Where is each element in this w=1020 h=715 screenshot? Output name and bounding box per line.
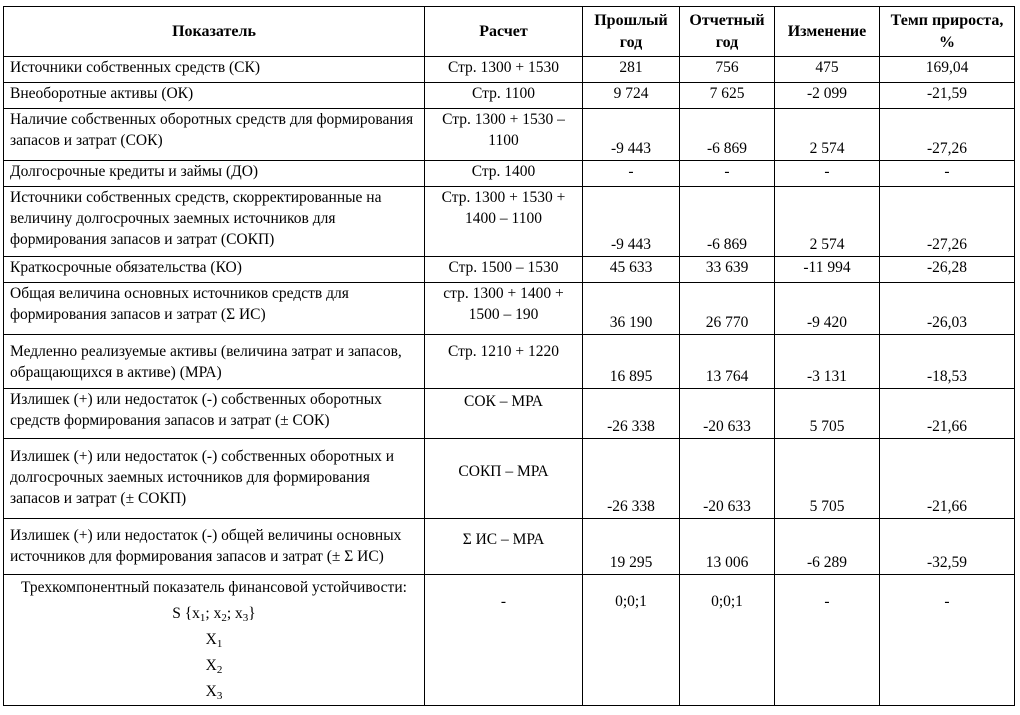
row-curr: -20 633	[680, 439, 775, 519]
header-indicator: Показатель	[4, 7, 425, 57]
row-prev: 16 895	[583, 335, 680, 389]
row-curr: 7 625	[680, 83, 775, 109]
row-change: 5 705	[775, 439, 880, 519]
row-change: -9 420	[775, 283, 880, 335]
row-name: Излишек (+) или недостаток (-) собственных оборотных и долгосрочных заемных источников для формирования запасов и затрат (± СОКП)	[4, 439, 425, 519]
financial-stability-table	[3, 6, 1015, 706]
row-name: Медленно реализуемые активы (величина затрат и запасов, обращающихся в активе) (МРА)	[4, 335, 425, 389]
three-component-title: Трехкомпонентный показатель финансовой устойчивости:	[21, 579, 407, 596]
row-calc: СОК – МРА	[425, 389, 583, 439]
row-curr: 13 764	[680, 335, 775, 389]
table-row	[4, 257, 1015, 283]
row-growth: -27,26	[880, 109, 1015, 161]
row-prev: 19 295	[583, 519, 680, 575]
row-change: -3 131	[775, 335, 880, 389]
row-change: -	[775, 161, 880, 187]
row-prev: -26 338	[583, 439, 680, 519]
three-component-indicator	[4, 575, 425, 706]
row-change: -	[775, 575, 880, 706]
table-row-three-component	[4, 575, 1015, 706]
row-growth: -21,66	[880, 439, 1015, 519]
row-change: -2 099	[775, 83, 880, 109]
table-row	[4, 83, 1015, 109]
row-prev: -26 338	[583, 389, 680, 439]
row-calc: -	[425, 575, 583, 706]
row-name: Долгосрочные кредиты и займы (ДО)	[4, 161, 425, 187]
row-change: -6 289	[775, 519, 880, 575]
row-calc: СОКП – МРА	[425, 439, 583, 519]
row-name: Источники собственных средств (СК)	[4, 57, 425, 83]
component-x3: $X_3$	[205, 683, 223, 702]
header-row	[4, 7, 1015, 57]
row-growth: -21,66	[880, 389, 1015, 439]
row-calc: Стр. 1500 – 1530	[425, 257, 583, 283]
row-growth: 169,04	[880, 57, 1015, 83]
component-x2: $X_2$	[205, 657, 223, 676]
row-calc: Стр. 1300 + 1530 + 1400 – 1100	[425, 187, 583, 257]
row-prev: 9 724	[583, 83, 680, 109]
row-change: 475	[775, 57, 880, 83]
row-growth: -	[880, 575, 1015, 706]
header-change: Изменение	[775, 7, 880, 57]
row-calc: Стр. 1300 + 1530 – 1100	[425, 109, 583, 161]
row-prev: 45 633	[583, 257, 680, 283]
row-name: Наличие собственных оборотных средств для формирования запасов и затрат (СОК)	[4, 109, 425, 161]
header-calc: Расчет	[425, 7, 583, 57]
row-curr: -	[680, 161, 775, 187]
row-change: 2 574	[775, 109, 880, 161]
row-calc: стр. 1300 + 1400 + 1500 – 190	[425, 283, 583, 335]
row-prev: -9 443	[583, 109, 680, 161]
row-growth: -26,28	[880, 257, 1015, 283]
row-growth: -21,59	[880, 83, 1015, 109]
row-calc: Σ ИС – МРА	[425, 519, 583, 575]
row-growth: -32,59	[880, 519, 1015, 575]
row-curr: 13 006	[680, 519, 775, 575]
row-calc: Стр. 1100	[425, 83, 583, 109]
row-name: Общая величина основных источников средств для формирования запасов и затрат (Σ ИС)	[4, 283, 425, 335]
row-calc: Стр. 1400	[425, 161, 583, 187]
row-curr: -6 869	[680, 109, 775, 161]
header-growth-rate: Темп прироста, %	[880, 7, 1015, 57]
row-growth: -	[880, 161, 1015, 187]
three-component-formula: S {$x_1$; $x_2$; $x_3$}	[172, 605, 256, 624]
row-curr: 33 639	[680, 257, 775, 283]
table-row	[4, 519, 1015, 575]
row-prev: 36 190	[583, 283, 680, 335]
row-curr: -6 869	[680, 187, 775, 257]
table-row	[4, 335, 1015, 389]
row-growth: -18,53	[880, 335, 1015, 389]
row-change: 2 574	[775, 187, 880, 257]
row-prev: 0;0;1	[583, 575, 680, 706]
table-row	[4, 109, 1015, 161]
table-row	[4, 187, 1015, 257]
row-growth: -27,26	[880, 187, 1015, 257]
row-prev: -9 443	[583, 187, 680, 257]
row-calc: Стр. 1210 + 1220	[425, 335, 583, 389]
row-name: Внеоборотные активы (ОК)	[4, 83, 425, 109]
header-current-year: Отчетный год	[680, 7, 775, 57]
table-row	[4, 57, 1015, 83]
row-curr: 26 770	[680, 283, 775, 335]
row-name: Источники собственных средств, скорректированные на величину долгосрочных заемных источников для формирования запасов и затрат (СОКП)	[4, 187, 425, 257]
row-prev: -	[583, 161, 680, 187]
table-row	[4, 161, 1015, 187]
row-growth: -26,03	[880, 283, 1015, 335]
row-calc: Стр. 1300 + 1530	[425, 57, 583, 83]
row-name: Краткосрочные обязательства (КО)	[4, 257, 425, 283]
row-name: Излишек (+) или недостаток (-) собственных оборотных средств формирования запасов и затрат (± СОК)	[4, 389, 425, 439]
row-prev: 281	[583, 57, 680, 83]
row-change: 5 705	[775, 389, 880, 439]
table-row	[4, 439, 1015, 519]
header-prev-year: Прошлый год	[583, 7, 680, 57]
row-curr: -20 633	[680, 389, 775, 439]
component-x1: $X_1$	[205, 631, 223, 650]
table-row	[4, 389, 1015, 439]
row-change: -11 994	[775, 257, 880, 283]
row-name: Излишек (+) или недостаток (-) общей величины основных источников для формирования запасов и затрат (± Σ ИС)	[4, 519, 425, 575]
row-curr: 0;0;1	[680, 575, 775, 706]
table-row	[4, 283, 1015, 335]
row-curr: 756	[680, 57, 775, 83]
